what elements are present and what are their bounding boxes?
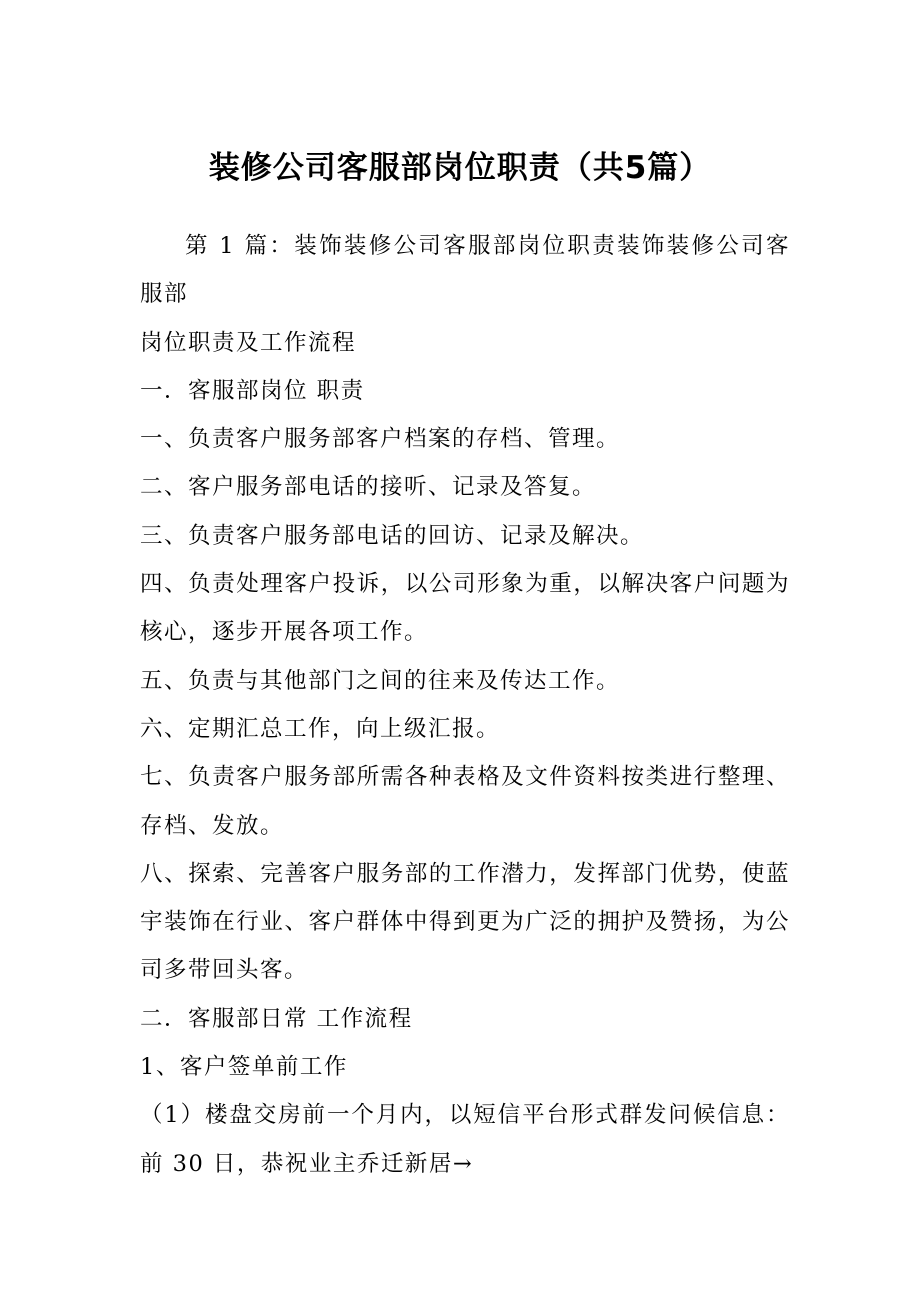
section-heading-1: 一．客服部岗位 职责 xyxy=(140,377,365,404)
workflow-item-1: 1、客户签单前工作 xyxy=(140,1054,348,1081)
duty-item-8: 八、探索、完善客户服务部的工作潜力，发挥部门优势，使蓝宇装饰在行业、客户群体中得到更为广泛的拥护及赞扬，为公司多带回头客。 xyxy=(140,860,790,984)
duty-item-3: 三、负责客户服务部电话的回访、记录及解决。 xyxy=(140,522,645,549)
duty-item-5: 五、负责与其他部门之间的往来及传达工作。 xyxy=(140,667,621,694)
duty-item-2: 二、客户服务部电话的接听、记录及答复。 xyxy=(140,474,597,501)
duty-item-6: 六、定期汇总工作，向上级汇报。 xyxy=(140,715,501,742)
paragraph-2: 岗位职责及工作流程 xyxy=(140,329,357,356)
duty-item-7: 七、负责客户服务部所需各种表格及文件资料按类进行整理、存档、发放。 xyxy=(140,764,790,839)
document-title: 装修公司客服部岗位职责（共5篇） xyxy=(208,150,712,186)
section-heading-2: 二．客服部日常 工作流程 xyxy=(140,1005,413,1032)
paragraph-1: 第 1 篇：装饰装修公司客服部岗位职责装饰装修公司客服部 xyxy=(140,233,790,308)
document-body xyxy=(140,222,790,1188)
duty-item-4: 四、负责处理客户投诉，以公司形象为重，以解决客户问题为核心，逐步开展各项工作。 xyxy=(140,571,790,646)
duty-item-1: 一、负责客户服务部客户档案的存档、管理。 xyxy=(140,426,621,453)
workflow-subitem-1: （1）楼盘交房前一个月内，以短信平台形式群发问候信息：前 30 日，恭祝业主乔迁新居→ xyxy=(140,1102,790,1177)
